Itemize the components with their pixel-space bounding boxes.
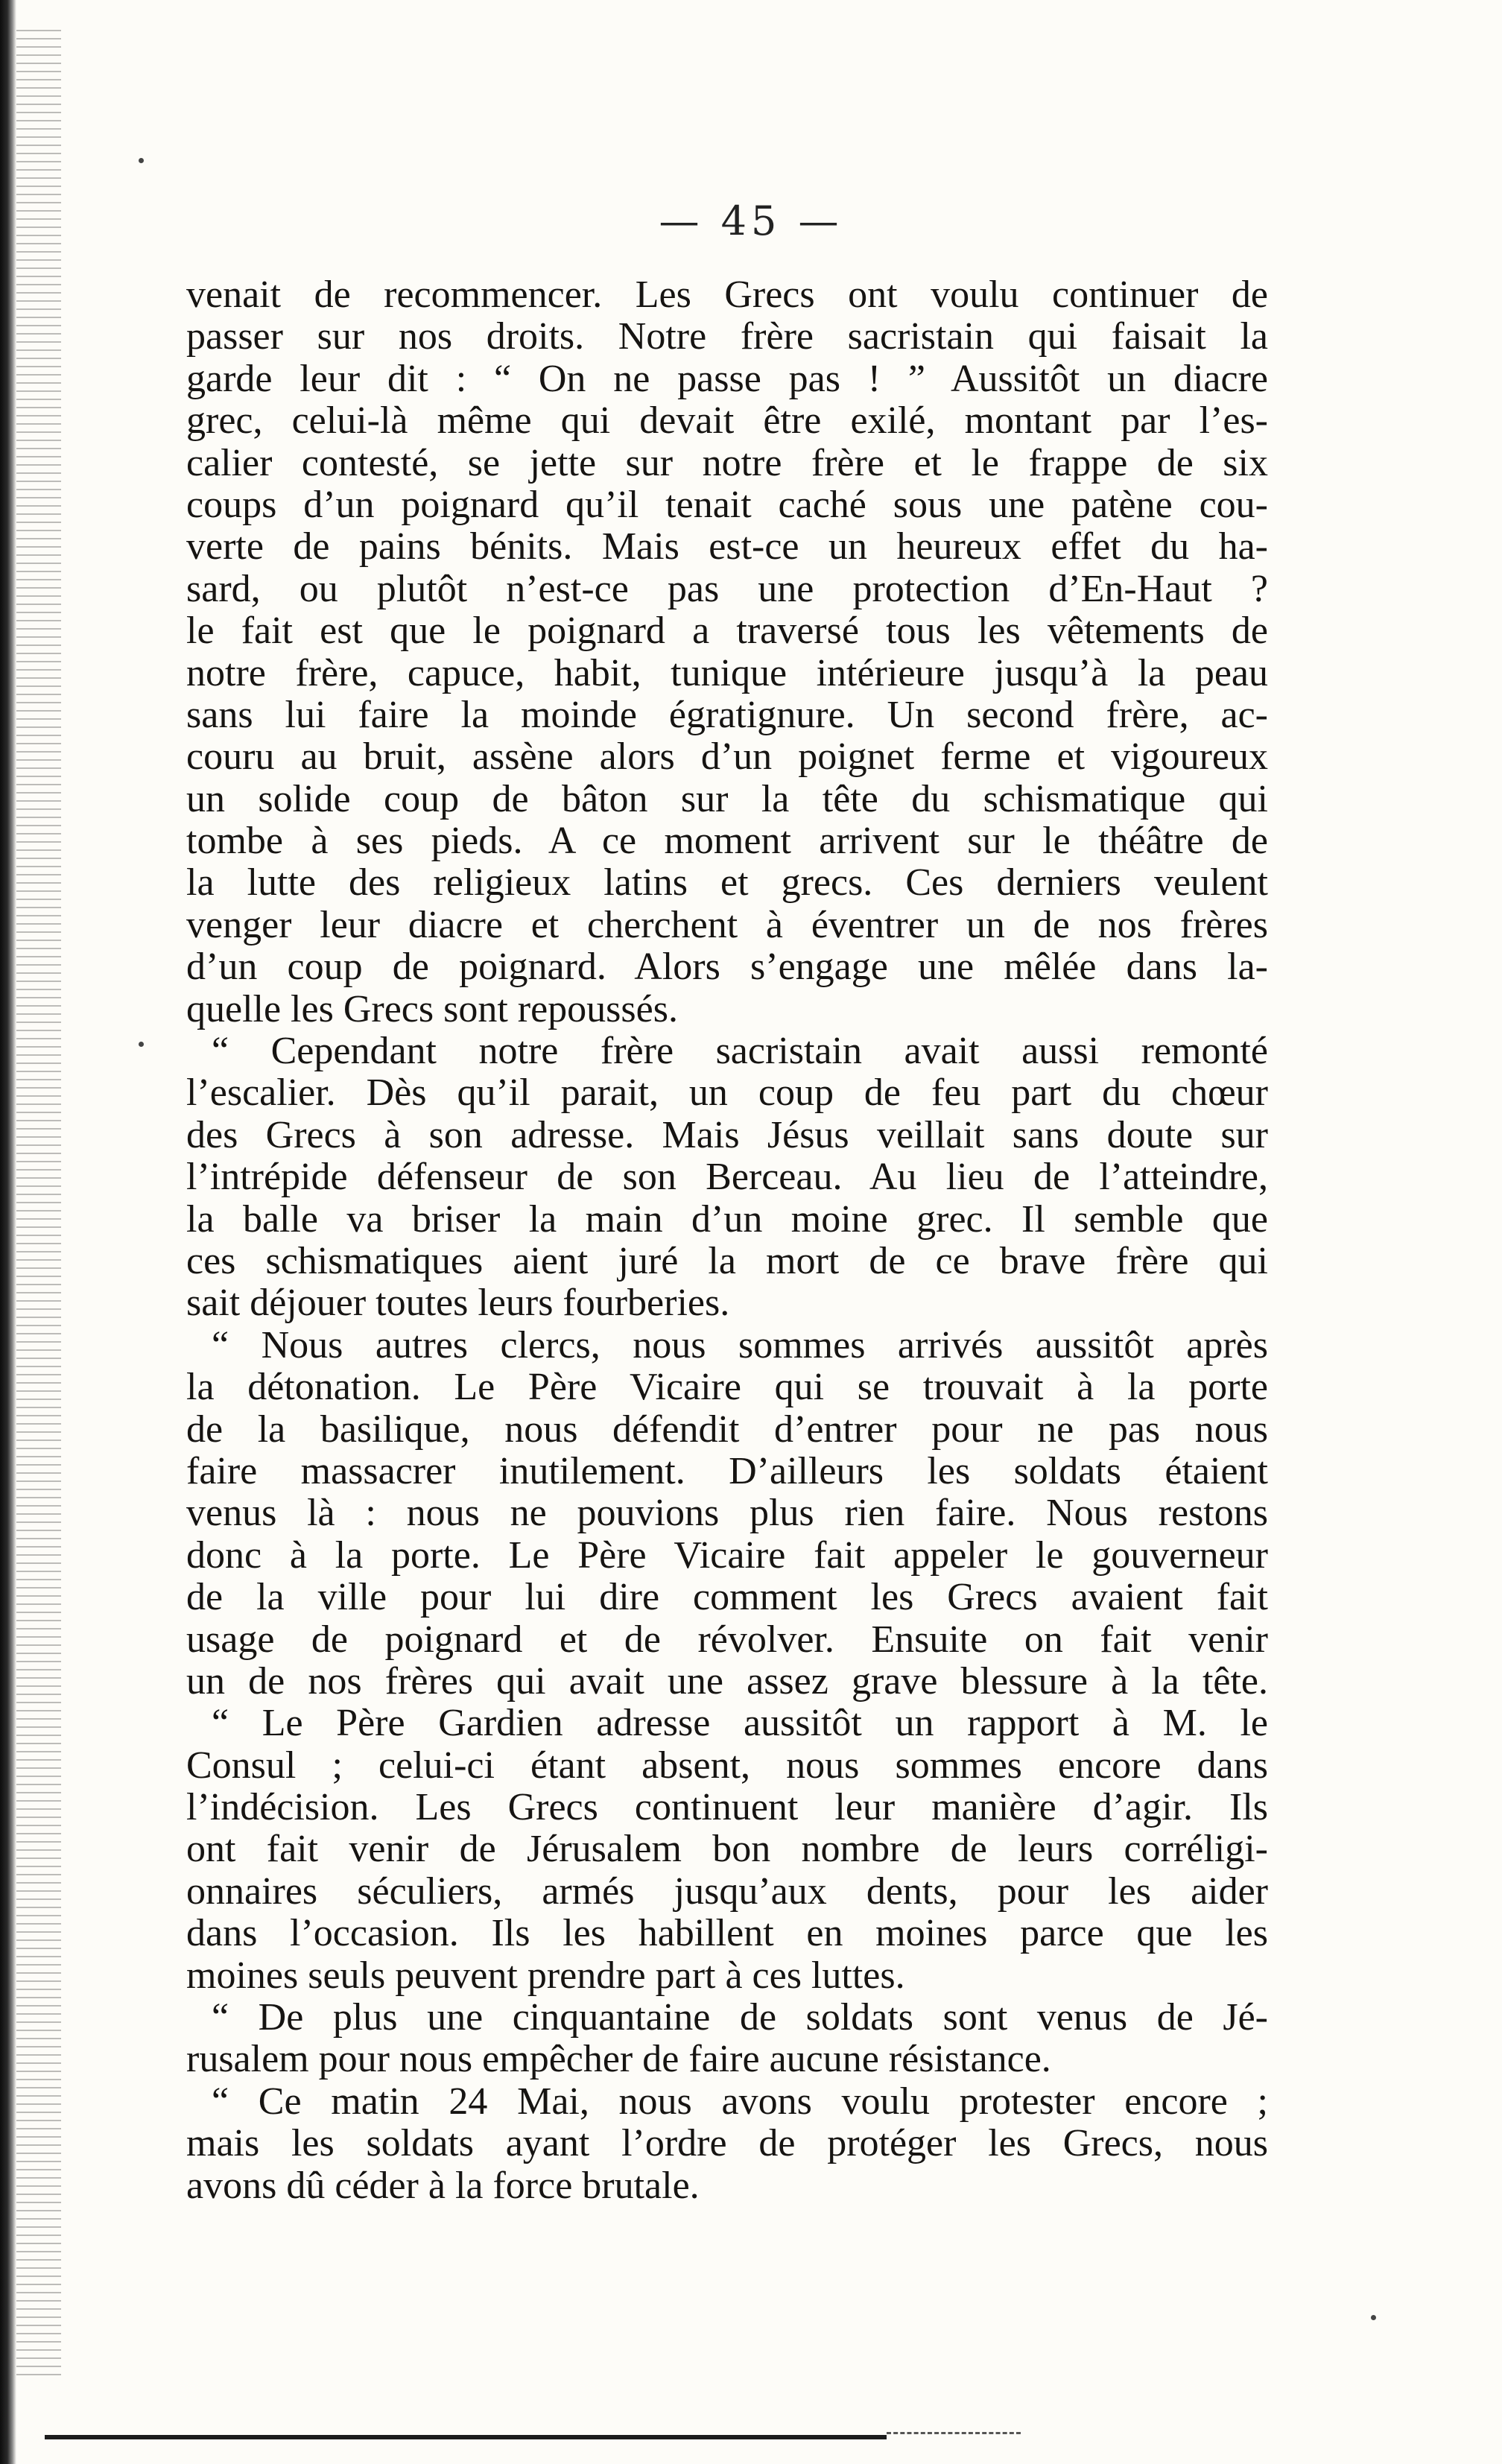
text-line: l’escalier. Dès qu’il parait, un coup de feu part du chœur	[186, 1072, 1268, 1115]
text-line: le fait est que le poignard a traversé tous les vêtements de	[186, 610, 1268, 653]
text-line: un de nos frères qui avait une assez grave blessure à la tête.	[186, 1660, 1268, 1703]
text-line: d’un coup de poignard. Alors s’engage une mêlée dans la-	[186, 946, 1268, 989]
text-line: dans l’occasion. Ils les habillent en moines parce que les	[186, 1913, 1268, 1955]
text-line: des Grecs à son adresse. Mais Jésus veillait sans doute sur	[186, 1114, 1268, 1156]
text-line: coups d’un poignard qu’il tenait caché sous une patène cou-	[186, 484, 1268, 526]
text-line: moines seuls peuvent prendre part à ces luttes.	[186, 1954, 905, 1997]
text-line: faire massacrer inutilement. D’ailleurs les soldats étaient	[186, 1450, 1268, 1492]
text-line: “ De plus une cinquantaine de soldats sont venus de Jé-	[212, 1997, 1268, 2039]
text-line: venus là : nous ne pouvions plus rien faire. Nous restons	[186, 1492, 1268, 1535]
text-line: couru au bruit, assène alors d’un poignet ferme et vigoureux	[186, 736, 1268, 779]
text-line: ces schismatiques aient juré la mort de ce brave frère qui	[186, 1240, 1268, 1282]
text-line: rusalem pour nous empêcher de faire aucune résistance.	[186, 2039, 1051, 2081]
scan-speck	[1371, 2315, 1376, 2320]
text-line: venger leur diacre et cherchent à éventrer un de nos frères	[186, 904, 1268, 946]
scan-speck	[139, 158, 144, 163]
text-line: “ Cependant notre frère sacristain avait aussi remonté	[212, 1030, 1268, 1073]
text-line: grec, celui-là même qui devait être exilé, montant par l’es-	[186, 400, 1268, 443]
text-line: l’indécision. Les Grecs continuent leur manière d’agir. Ils	[186, 1787, 1268, 1829]
bottom-page-edge	[45, 2435, 887, 2439]
text-line: Consul ; celui-ci étant absent, nous sommes encore dans	[186, 1744, 1268, 1787]
text-line: de la ville pour lui dire comment les Grecs avaient fait	[186, 1577, 1268, 1619]
text-line: “ Ce matin 24 Mai, nous avons voulu protester encore ;	[212, 2080, 1268, 2123]
text-line: sait déjouer toutes leurs fourberies.	[186, 1282, 730, 1325]
text-line: la lutte des religieux latins et grecs. Ces derniers veulent	[186, 862, 1268, 905]
text-line: usage de poignard et de révolver. Ensuite on fait venir	[186, 1618, 1268, 1661]
bottom-page-edge-dash	[887, 2432, 1021, 2434]
text-line: ont fait venir de Jérusalem bon nombre de leurs corréligi-	[186, 1828, 1268, 1871]
text-line: tombe à ses pieds. A ce moment arrivent sur le théâtre de	[186, 820, 1268, 863]
text-line: l’intrépide défenseur de son Berceau. Au lieu de l’atteindre,	[186, 1156, 1268, 1199]
text-line: notre frère, capuce, habit, tunique intérieure jusqu’à la peau	[186, 652, 1268, 694]
scan-speck	[139, 1042, 144, 1047]
text-line: un solide coup de bâton sur la tête du schismatique qui	[186, 778, 1268, 820]
text-line: “ Le Père Gardien adresse aussitôt un rapport à M. le	[212, 1703, 1268, 1745]
page-number: — 45 —	[659, 197, 843, 244]
book-binding-edge	[0, 0, 16, 2464]
text-line: garde leur dit : “ On ne passe pas ! ” Aussitôt un diacre	[186, 358, 1268, 400]
text-line: sans lui faire la moinde égratignure. Un second frère, ac-	[186, 694, 1268, 736]
text-line: venait de recommencer. Les Grecs ont voulu continuer de	[186, 274, 1268, 316]
text-line: calier contesté, se jette sur notre frère et le frappe de six	[186, 442, 1268, 484]
text-line: la détonation. Le Père Vicaire qui se trouvait à la porte	[186, 1366, 1268, 1409]
text-line: passer sur nos droits. Notre frère sacristain qui faisait la	[186, 316, 1268, 358]
text-line: “ Nous autres clercs, nous sommes arrivés aussitôt après	[212, 1324, 1268, 1366]
text-line: verte de pains bénits. Mais est-ce un heureux effet du ha-	[186, 526, 1268, 569]
text-line: mais les soldats ayant l’ordre de protéger les Grecs, nous	[186, 2123, 1268, 2165]
text-line: quelle les Grecs sont repoussés.	[186, 988, 678, 1030]
body-text	[186, 274, 1268, 2207]
text-line: de la basilique, nous défendit d’entrer pour ne pas nous	[186, 1408, 1268, 1451]
text-line: la balle va briser la main d’un moine grec. Il semble que	[186, 1198, 1268, 1241]
text-line: sard, ou plutôt n’est-ce pas une protection d’En-Haut ?	[186, 568, 1268, 610]
text-line: avons dû céder à la force brutale.	[186, 2164, 700, 2207]
binding-shadow	[16, 30, 61, 2377]
text-line: onnaires séculiers, armés jusqu’aux dents, pour les aider	[186, 1870, 1268, 1913]
text-line: donc à la porte. Le Père Vicaire fait appeler le gouverneur	[186, 1534, 1268, 1577]
